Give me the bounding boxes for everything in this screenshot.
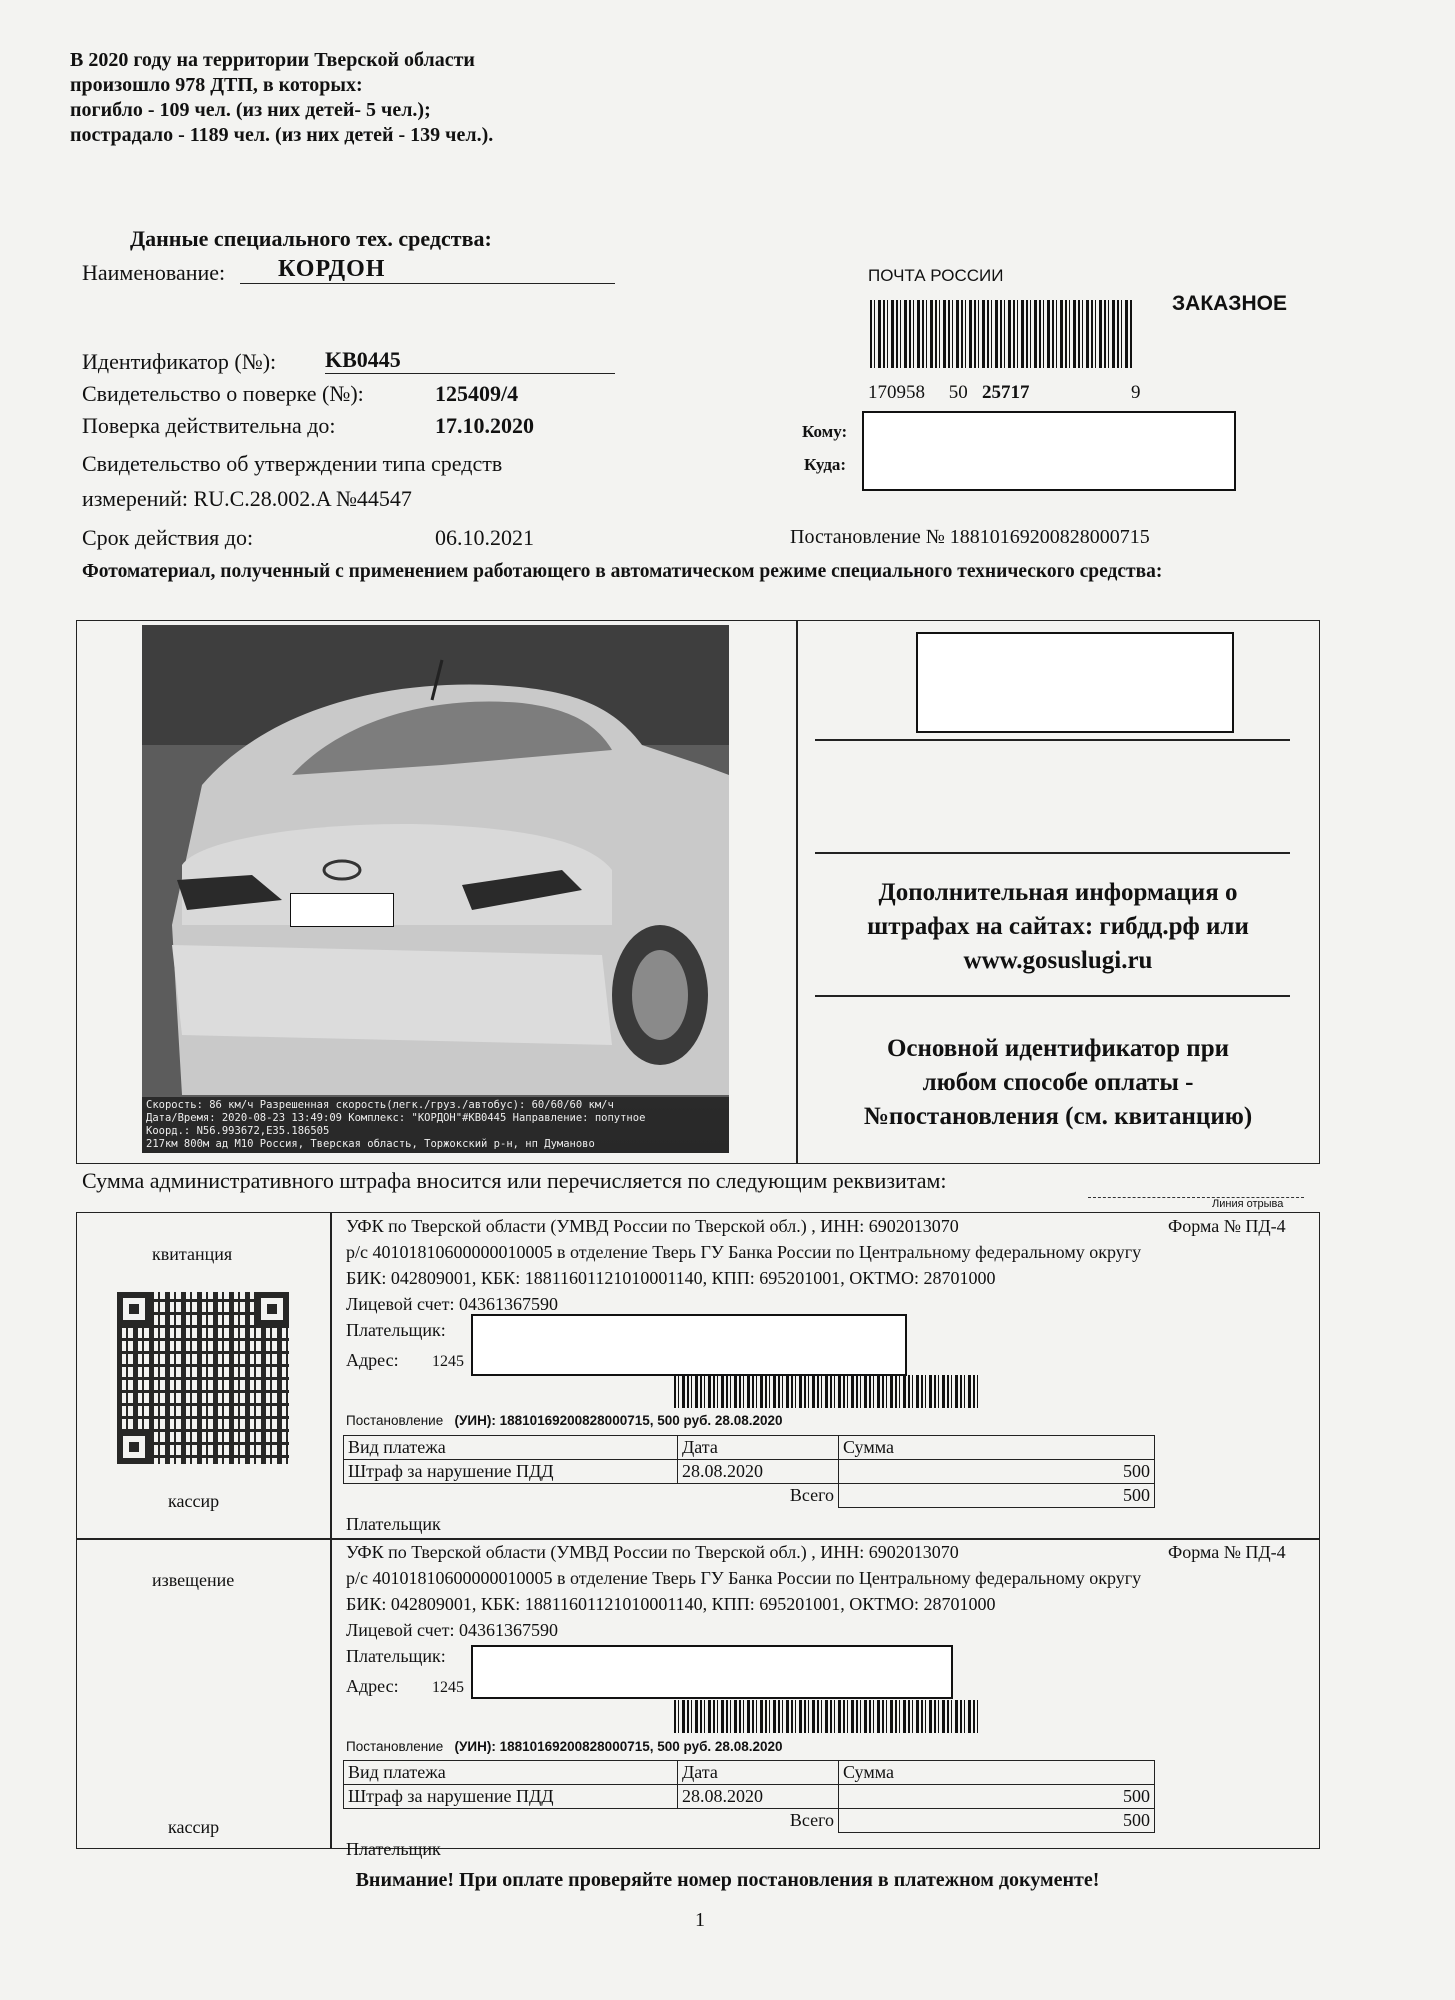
address-value: 1245 xyxy=(432,1353,464,1370)
bank-codes: БИК: 042809001, КБК: 18811601121010001140, КПП: 695201001, ОКТМО: 28701000 xyxy=(346,1594,996,1614)
uin-value: (УИН): 18810169200828000715, 500 руб. 28.08.2020 xyxy=(454,1739,783,1754)
payment-warning: Внимание! При оплате проверяйте номер постановления в платежном документе! xyxy=(355,1869,1100,1891)
device-id-label: Идентификатор (№): xyxy=(82,349,277,374)
caption-line: Дата/Время: 2020-08-23 13:49:09 Комплекс: "КОРДОН"#КВ0445 Направление: попутное xyxy=(146,1112,646,1124)
payment-heading: Сумма административного штрафа вносится или перечисляется по следующим реквизитам: xyxy=(82,1168,947,1193)
header-cell: Дата xyxy=(678,1761,839,1785)
payer-label: Плательщик: xyxy=(346,1320,446,1340)
extra-info-line: штрафах на сайтах: гибдд.рф или xyxy=(867,913,1249,940)
total-value: 500 xyxy=(839,1809,1155,1833)
qr-finder xyxy=(117,1430,151,1464)
slip-separator xyxy=(76,1538,1320,1540)
table-total-row xyxy=(344,1484,1155,1508)
stats-line: пострадало - 1189 чел. (из них детей - 139 чел.). xyxy=(70,124,494,146)
device-name-label: Наименование: xyxy=(82,260,226,285)
accident-statistics xyxy=(70,48,493,148)
cashier-label: кассир xyxy=(168,1817,220,1837)
table-cell: 28.08.2020 xyxy=(678,1785,839,1809)
main-info-line: Основной идентификатор при xyxy=(886,1035,1230,1062)
extra-info-line: Дополнительная информация о xyxy=(878,879,1238,906)
personal-account: Лицевой счет: 04361367590 xyxy=(346,1294,559,1314)
verification-value: 17.10.2020 xyxy=(435,413,534,438)
recipient: УФК по Тверской области (УМВД России по Тверской обл.) , ИНН: 6902013070 xyxy=(346,1216,959,1236)
caption-line: 217км 800м ад М10 Россия, Тверская область, Торжокский р-н, нп Думаново xyxy=(146,1138,595,1150)
redacted-recipient xyxy=(916,632,1234,733)
table-header-row xyxy=(344,1436,1155,1460)
expiry-value: 06.10.2021 xyxy=(435,525,534,550)
payer-signature: Плательщик xyxy=(346,1839,441,1859)
frame-divider xyxy=(796,620,798,1164)
slip-kind: извещение xyxy=(152,1570,235,1590)
device-id-value: KB0445 xyxy=(325,347,615,374)
to-label: Кому: xyxy=(802,422,848,441)
barcode-num: 50 xyxy=(948,382,968,403)
table-cell: 500 xyxy=(839,1460,1155,1484)
redacted-payer xyxy=(471,1314,907,1376)
where-label: Куда: xyxy=(804,455,847,474)
table-header-row xyxy=(344,1761,1155,1785)
type-cert-number: измерений: RU.C.28.002.A №44547 xyxy=(82,486,412,511)
qr-code xyxy=(117,1292,289,1464)
barcode-num: 9 xyxy=(1131,382,1141,403)
total-value: 500 xyxy=(839,1484,1155,1508)
header-cell: Вид платежа xyxy=(344,1436,678,1460)
slip-divider xyxy=(330,1212,332,1849)
bank-account: р/с 40101810600000010005 в отделение Тверь ГУ Банка России по Центральному федеральному округу xyxy=(346,1242,1142,1262)
table-cell: 28.08.2020 xyxy=(678,1460,839,1484)
personal-account: Лицевой счет: 04361367590 xyxy=(346,1620,559,1640)
address-label: Адрес: xyxy=(346,1676,399,1696)
cashier-label: кассир xyxy=(168,1491,220,1511)
page-number: 1 xyxy=(695,1909,705,1931)
violation-photo xyxy=(142,625,729,1153)
main-info-line: любом способе оплаты - xyxy=(922,1069,1194,1096)
stats-line: произошло 978 ДТП, в которых: xyxy=(70,74,363,96)
redacted-plate xyxy=(290,893,394,927)
form-number: Форма № ПД-4 xyxy=(1168,1216,1286,1236)
form-number: Форма № ПД-4 xyxy=(1168,1542,1286,1562)
registered-label: ЗАКАЗНОЕ xyxy=(1172,292,1287,315)
qr-finder xyxy=(255,1292,289,1326)
total-label: Всего xyxy=(678,1484,839,1508)
uin-line xyxy=(346,1413,783,1428)
type-cert-label: Свидетельство об утверждении типа средств xyxy=(82,451,503,476)
post-label: ПОЧТА РОССИИ xyxy=(868,266,1004,285)
bank-codes: БИК: 042809001, КБК: 18811601121010001140, КПП: 695201001, ОКТМО: 28701000 xyxy=(346,1268,996,1288)
photo-heading: Фотоматериал, полученный с применением работающего в автоматическом режиме специального технического средства: xyxy=(82,561,1163,582)
cut-line-label: Линия отрыва xyxy=(1212,1198,1284,1210)
table-row xyxy=(344,1785,1155,1809)
address-label: Адрес: xyxy=(346,1350,399,1370)
payer-signature: Плательщик xyxy=(346,1514,441,1534)
total-label: Всего xyxy=(678,1809,839,1833)
main-info-line: №постановления (см. квитанцию) xyxy=(863,1103,1253,1130)
extra-info xyxy=(800,876,1316,978)
payment-table xyxy=(343,1435,1155,1508)
payment-table xyxy=(343,1760,1155,1833)
car-image xyxy=(142,625,729,1095)
table-row xyxy=(344,1460,1155,1484)
stats-line: погибло - 109 чел. (из них детей- 5 чел.); xyxy=(70,99,431,121)
mail-barcode-digits xyxy=(868,382,1141,404)
photo-caption xyxy=(142,1097,729,1153)
redacted-payer xyxy=(471,1645,953,1699)
certificate-value: 125409/4 xyxy=(435,381,519,406)
header-cell: Сумма xyxy=(839,1436,1155,1460)
payment-barcode xyxy=(674,1700,980,1733)
slip-kind: квитанция xyxy=(152,1244,233,1264)
caption-line: Коорд.: N56.993672,E35.186505 xyxy=(146,1125,330,1137)
table-total-row xyxy=(344,1809,1155,1833)
uin-label: Постановление xyxy=(346,1413,444,1428)
stats-line: В 2020 году на территории Тверской области xyxy=(70,49,475,71)
barcode-num: 170958 xyxy=(868,382,925,403)
verification-label: Поверка действительна до: xyxy=(82,413,336,438)
device-name-value: КОРДОН xyxy=(240,256,615,284)
redacted-address xyxy=(862,411,1236,491)
header-cell: Дата xyxy=(678,1436,839,1460)
barcode-num: 25717 xyxy=(982,382,1030,403)
payer-label: Плательщик: xyxy=(346,1646,446,1666)
uin-value: (УИН): 18810169200828000715, 500 руб. 28.08.2020 xyxy=(454,1413,783,1428)
uin-label: Постановление xyxy=(346,1739,444,1754)
separator-line xyxy=(815,995,1290,997)
device-heading: Данные специального тех. средства: xyxy=(130,226,492,251)
table-cell: Штраф за нарушение ПДД xyxy=(344,1785,678,1809)
header-cell: Вид платежа xyxy=(344,1761,678,1785)
uin-line xyxy=(346,1739,783,1754)
table-cell: Штраф за нарушение ПДД xyxy=(344,1460,678,1484)
extra-info-line: www.gosuslugi.ru xyxy=(963,947,1153,974)
qr-finder xyxy=(117,1292,151,1326)
resolution-number: Постановление № 18810169200828000715 xyxy=(790,526,1150,548)
caption-line: Скорость: 86 км/ч Разрешенная скорость(легк./груз./автобус): 60/60/60 км/ч xyxy=(146,1099,614,1111)
main-identifier-info xyxy=(800,1032,1316,1134)
recipient: УФК по Тверской области (УМВД России по Тверской обл.) , ИНН: 6902013070 xyxy=(346,1542,959,1562)
address-value: 1245 xyxy=(432,1679,464,1696)
mail-barcode xyxy=(870,300,1134,368)
bank-account: р/с 40101810600000010005 в отделение Тверь ГУ Банка России по Центральному федеральному округу xyxy=(346,1568,1142,1588)
separator-line xyxy=(815,739,1290,741)
payment-barcode xyxy=(674,1375,980,1408)
separator-line xyxy=(815,852,1290,854)
expiry-label: Срок действия до: xyxy=(82,525,254,550)
header-cell: Сумма xyxy=(839,1761,1155,1785)
table-cell: 500 xyxy=(839,1785,1155,1809)
certificate-label: Свидетельство о поверке (№): xyxy=(82,381,364,406)
